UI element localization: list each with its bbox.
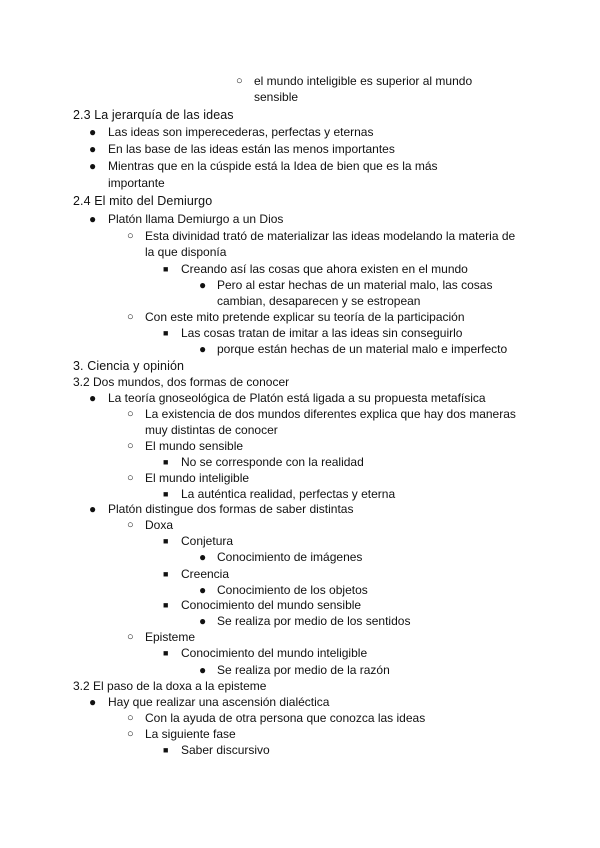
section-heading-text: 2.3 La jerarquía de las ideas — [73, 108, 234, 122]
list-item-text: Con este mito pretende explicar su teoría de la participación — [145, 310, 465, 324]
list-item-continuation — [0, 422, 600, 438]
list-item-text: El mundo sensible — [145, 439, 244, 453]
list-item-text: Conjetura — [181, 534, 234, 548]
list-item-continuation — [0, 293, 600, 309]
bullet-icon: ● — [89, 502, 97, 516]
hollow-bullet-icon: ○ — [127, 230, 134, 242]
square-bullet-icon: ■ — [163, 600, 169, 610]
list-item — [0, 211, 600, 227]
bullet-icon: ● — [89, 159, 97, 173]
list-item-text: Se realiza por medio de la razón — [217, 663, 390, 677]
list-item — [0, 533, 600, 549]
list-item-continuation — [0, 244, 600, 260]
list-item-text: La auténtica realidad, perfectas y eterna — [181, 487, 396, 501]
list-item-text: La existencia de dos mundos diferentes explica que hay dos maneras — [145, 407, 516, 421]
list-item-text: En las base de las ideas están las menos importantes — [108, 142, 395, 156]
list-item — [0, 726, 600, 742]
list-item-text: Saber discursivo — [181, 743, 270, 757]
section-heading-text: 3.2 Dos mundos, dos formas de conocer — [73, 375, 290, 389]
list-item-text: Conocimiento de los objetos — [217, 583, 368, 597]
list-item-text: importante — [108, 176, 165, 190]
square-bullet-icon: ■ — [163, 648, 169, 658]
list-item-continuation — [0, 89, 600, 105]
square-bullet-icon: ■ — [163, 489, 169, 499]
list-item-text: porque están hechas de un material malo e imperfecto — [217, 342, 508, 356]
list-item-text: Platón distingue dos formas de saber distintas — [108, 502, 354, 516]
square-bullet-icon: ■ — [163, 536, 169, 546]
list-item-text: sensible — [254, 90, 299, 104]
list-item-text: El mundo inteligible — [145, 471, 250, 485]
list-item-text: Las cosas tratan de imitar a las ideas sin conseguirlo — [181, 326, 463, 340]
list-item-text: Doxa — [145, 518, 174, 532]
bullet-icon: ● — [89, 212, 97, 226]
bullet-icon: ● — [199, 278, 207, 292]
section-heading — [0, 358, 600, 374]
section-heading — [0, 374, 600, 390]
list-item — [0, 454, 600, 470]
list-item-text: La teoría gnoseológica de Platón está ligada a su propuesta metafísica — [108, 391, 486, 405]
list-item-text: Creando así las cosas que ahora existen en el mundo — [181, 262, 468, 276]
list-item — [0, 710, 600, 726]
list-item-text: Conocimiento del mundo inteligible — [181, 646, 368, 660]
list-item-text: muy distintas de conocer — [145, 423, 278, 437]
list-item — [0, 582, 600, 598]
list-item — [0, 341, 600, 357]
list-item — [0, 325, 600, 341]
list-item-text: Las ideas son imperecederas, perfectas y eternas — [108, 125, 374, 139]
list-item — [0, 549, 600, 565]
bullet-icon: ● — [89, 695, 97, 709]
list-item — [0, 158, 600, 174]
list-item-text: Hay que realizar una ascensión dialéctica — [108, 695, 330, 709]
section-heading-text: 3.2 El paso de la doxa a la episteme — [73, 679, 267, 693]
section-heading — [0, 193, 600, 209]
list-item — [0, 406, 600, 422]
bullet-icon: ● — [89, 391, 97, 405]
list-item-text: Pero al estar hechas de un material malo, las cosas — [217, 278, 493, 292]
list-item — [0, 277, 600, 293]
bullet-icon: ● — [89, 142, 97, 156]
list-item — [0, 517, 600, 533]
list-item-text: La siguiente fase — [145, 727, 236, 741]
list-item-text: el mundo inteligible es superior al mundo — [254, 74, 473, 88]
square-bullet-icon: ■ — [163, 569, 169, 579]
list-item — [0, 73, 600, 89]
bullet-icon: ● — [199, 550, 207, 564]
list-item-text: Conocimiento de imágenes — [217, 550, 363, 564]
list-item-text: Esta divinidad trató de materializar las ideas modelando la materia de — [145, 229, 516, 243]
list-item-text: No se corresponde con la realidad — [181, 455, 364, 469]
hollow-bullet-icon: ○ — [127, 440, 134, 452]
square-bullet-icon: ■ — [163, 745, 169, 755]
list-item-text: Mientras que en la cúspide está la Idea de bien que es la más — [108, 159, 438, 173]
list-item — [0, 566, 600, 582]
list-item — [0, 261, 600, 277]
list-item — [0, 438, 600, 454]
list-item — [0, 645, 600, 661]
section-heading-text: 2.4 El mito del Demiurgo — [73, 194, 213, 208]
list-item — [0, 390, 600, 406]
bullet-icon: ● — [199, 342, 207, 356]
list-item-text: cambian, desaparecen y se estropean — [217, 294, 421, 308]
list-item-text: Platón llama Demiurgo a un Dios — [108, 212, 284, 226]
bullet-icon: ● — [89, 125, 97, 139]
bullet-icon: ● — [199, 583, 207, 597]
list-item — [0, 629, 600, 645]
list-item — [0, 694, 600, 710]
list-item — [0, 662, 600, 678]
list-item — [0, 124, 600, 140]
square-bullet-icon: ■ — [163, 328, 169, 338]
bullet-icon: ● — [199, 663, 207, 677]
list-item — [0, 141, 600, 157]
list-item — [0, 486, 600, 502]
list-item-text: Episteme — [145, 630, 196, 644]
list-item-text: Conocimiento del mundo sensible — [181, 598, 362, 612]
square-bullet-icon: ■ — [163, 264, 169, 274]
list-item — [0, 228, 600, 244]
hollow-bullet-icon: ○ — [127, 712, 134, 724]
hollow-bullet-icon: ○ — [236, 75, 243, 87]
hollow-bullet-icon: ○ — [127, 311, 134, 323]
hollow-bullet-icon: ○ — [127, 408, 134, 420]
hollow-bullet-icon: ○ — [127, 472, 134, 484]
bullet-icon: ● — [199, 614, 207, 628]
section-heading-text: 3. Ciencia y opinión — [73, 359, 185, 373]
list-item — [0, 742, 600, 758]
list-item — [0, 309, 600, 325]
list-item — [0, 501, 600, 517]
section-heading — [0, 678, 600, 694]
square-bullet-icon: ■ — [163, 457, 169, 467]
list-item — [0, 597, 600, 613]
list-item-continuation — [0, 175, 600, 191]
list-item — [0, 470, 600, 486]
list-item-text: la que disponía — [145, 245, 227, 259]
list-item-text: Creencia — [181, 567, 230, 581]
list-item — [0, 613, 600, 629]
hollow-bullet-icon: ○ — [127, 519, 134, 531]
hollow-bullet-icon: ○ — [127, 728, 134, 740]
list-item-text: Con la ayuda de otra persona que conozca las ideas — [145, 711, 426, 725]
section-heading — [0, 107, 600, 123]
list-item-text: Se realiza por medio de los sentidos — [217, 614, 411, 628]
hollow-bullet-icon: ○ — [127, 631, 134, 643]
